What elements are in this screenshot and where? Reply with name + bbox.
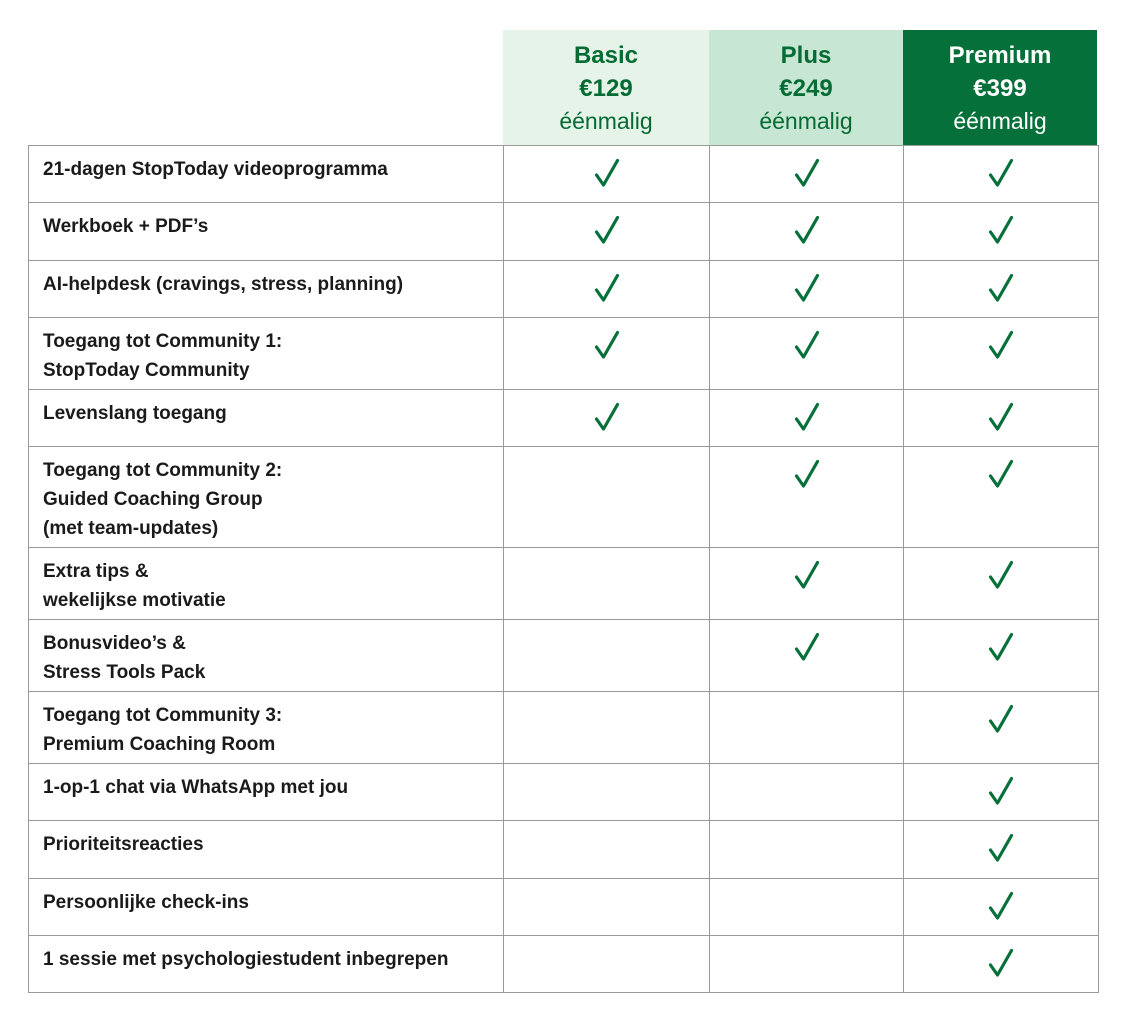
feature-label-line: Toegang tot Community 2:: [43, 460, 283, 481]
feature-label: [29, 203, 504, 260]
feature-label-line: 1 sessie met psychologiestudent inbegrepen: [43, 949, 449, 970]
feature-cell-basic: [504, 692, 710, 763]
feature-label: [29, 447, 504, 547]
feature-cell-premium: [904, 821, 1099, 878]
feature-cell-basic: [504, 764, 710, 820]
plan-name: Plus: [780, 42, 832, 69]
checkmark-icon: [988, 273, 1014, 303]
feature-row: [29, 203, 1099, 261]
feature-cell-plus: [710, 620, 904, 691]
checkmark-icon: [794, 459, 820, 489]
checkmark-icon: [794, 632, 820, 662]
feature-grid: [28, 145, 1099, 993]
checkmark-icon: [988, 560, 1014, 590]
checkmark-icon: [988, 891, 1014, 921]
feature-cell-premium: [904, 390, 1099, 446]
feature-cell-premium: [904, 620, 1099, 691]
feature-row: [29, 447, 1099, 548]
feature-label: [29, 620, 504, 691]
pricing-comparison-table: [28, 30, 1099, 993]
feature-cell-basic: [504, 146, 710, 202]
feature-label-line: Prioriteitsreacties: [43, 834, 204, 855]
feature-label: [29, 548, 504, 619]
checkmark-icon: [794, 215, 820, 245]
feature-row: [29, 764, 1099, 821]
feature-label-line: Toegang tot Community 1:: [43, 331, 283, 352]
feature-cell-plus: [710, 390, 904, 446]
feature-row: [29, 390, 1099, 447]
feature-row: [29, 936, 1099, 993]
feature-row: [29, 318, 1099, 390]
plan-header-premium: [903, 30, 1097, 145]
plan-billing-note: éénmalig: [559, 108, 653, 134]
feature-cell-premium: [904, 203, 1099, 260]
checkmark-icon: [988, 632, 1014, 662]
feature-label-line: StopToday Community: [43, 360, 250, 381]
feature-row: [29, 548, 1099, 620]
feature-row: [29, 821, 1099, 879]
plan-header-row: [28, 30, 1099, 145]
feature-cell-plus: [710, 764, 904, 820]
feature-cell-basic: [504, 936, 710, 992]
plan-billing-note: éénmalig: [953, 108, 1047, 134]
checkmark-icon: [594, 215, 620, 245]
feature-label: [29, 764, 504, 820]
feature-cell-premium: [904, 146, 1099, 202]
feature-cell-basic: [504, 261, 710, 317]
feature-cell-plus: [710, 203, 904, 260]
feature-cell-basic: [504, 318, 710, 389]
feature-label: [29, 390, 504, 446]
feature-cell-premium: [904, 261, 1099, 317]
feature-cell-basic: [504, 447, 710, 547]
plan-header-plus: [709, 30, 903, 145]
checkmark-icon: [988, 459, 1014, 489]
feature-label-line: Stress Tools Pack: [43, 662, 206, 683]
feature-row: [29, 692, 1099, 764]
plan-price: €249: [779, 75, 833, 102]
feature-label-line: Bonusvideo’s &: [43, 633, 186, 654]
feature-label-line: Extra tips &: [43, 561, 149, 582]
checkmark-icon: [988, 402, 1014, 432]
checkmark-icon: [988, 215, 1014, 245]
feature-cell-basic: [504, 821, 710, 878]
feature-cell-premium: [904, 936, 1099, 992]
feature-label-line: wekelijkse motivatie: [43, 590, 226, 611]
feature-label: [29, 821, 504, 878]
checkmark-icon: [988, 776, 1014, 806]
feature-label-line: (met team-updates): [43, 518, 219, 539]
feature-label-line: Premium Coaching Room: [43, 734, 276, 755]
feature-cell-plus: [710, 821, 904, 878]
feature-cell-premium: [904, 548, 1099, 619]
feature-label: [29, 261, 504, 317]
feature-cell-premium: [904, 692, 1099, 763]
plan-name: Premium: [948, 42, 1052, 69]
plan-price: €399: [973, 75, 1027, 102]
checkmark-icon: [594, 158, 620, 188]
feature-cell-plus: [710, 692, 904, 763]
feature-label: [29, 146, 504, 202]
checkmark-icon: [794, 273, 820, 303]
feature-label-line: Levenslang toegang: [43, 403, 227, 424]
checkmark-icon: [594, 330, 620, 360]
checkmark-icon: [988, 158, 1014, 188]
checkmark-icon: [594, 402, 620, 432]
feature-label-line: Toegang tot Community 3:: [43, 705, 283, 726]
feature-row: [29, 261, 1099, 318]
feature-label-line: AI-helpdesk (cravings, stress, planning): [43, 274, 404, 295]
header-spacer: [28, 30, 503, 145]
feature-label-line: 1-op-1 chat via WhatsApp met jou: [43, 777, 349, 798]
feature-cell-premium: [904, 318, 1099, 389]
feature-cell-plus: [710, 879, 904, 935]
checkmark-icon: [794, 330, 820, 360]
feature-label: [29, 692, 504, 763]
feature-label-line: Guided Coaching Group: [43, 489, 263, 510]
feature-cell-premium: [904, 764, 1099, 820]
checkmark-icon: [988, 948, 1014, 978]
feature-label: [29, 879, 504, 935]
feature-cell-premium: [904, 879, 1099, 935]
plan-billing-note: éénmalig: [759, 108, 853, 134]
checkmark-icon: [794, 158, 820, 188]
feature-label: [29, 318, 504, 389]
checkmark-icon: [988, 704, 1014, 734]
feature-row: [29, 620, 1099, 692]
feature-row: [29, 146, 1099, 203]
feature-cell-plus: [710, 548, 904, 619]
feature-cell-basic: [504, 620, 710, 691]
feature-label-line: Werkboek + PDF’s: [43, 216, 209, 237]
checkmark-icon: [594, 273, 620, 303]
feature-cell-plus: [710, 146, 904, 202]
checkmark-icon: [988, 833, 1014, 863]
feature-cell-basic: [504, 879, 710, 935]
feature-row: [29, 879, 1099, 936]
feature-label: [29, 936, 504, 992]
checkmark-icon: [794, 560, 820, 590]
plan-price: €129: [579, 75, 633, 102]
feature-cell-plus: [710, 936, 904, 992]
feature-label-line: Persoonlijke check-ins: [43, 892, 249, 913]
checkmark-icon: [988, 330, 1014, 360]
feature-cell-basic: [504, 548, 710, 619]
plan-header-basic: [503, 30, 709, 145]
feature-cell-plus: [710, 318, 904, 389]
feature-cell-plus: [710, 447, 904, 547]
checkmark-icon: [794, 402, 820, 432]
feature-cell-premium: [904, 447, 1099, 547]
feature-cell-basic: [504, 203, 710, 260]
feature-label-line: 21-dagen StopToday videoprogramma: [43, 159, 388, 180]
feature-cell-basic: [504, 390, 710, 446]
plan-name: Basic: [573, 42, 639, 69]
feature-cell-plus: [710, 261, 904, 317]
